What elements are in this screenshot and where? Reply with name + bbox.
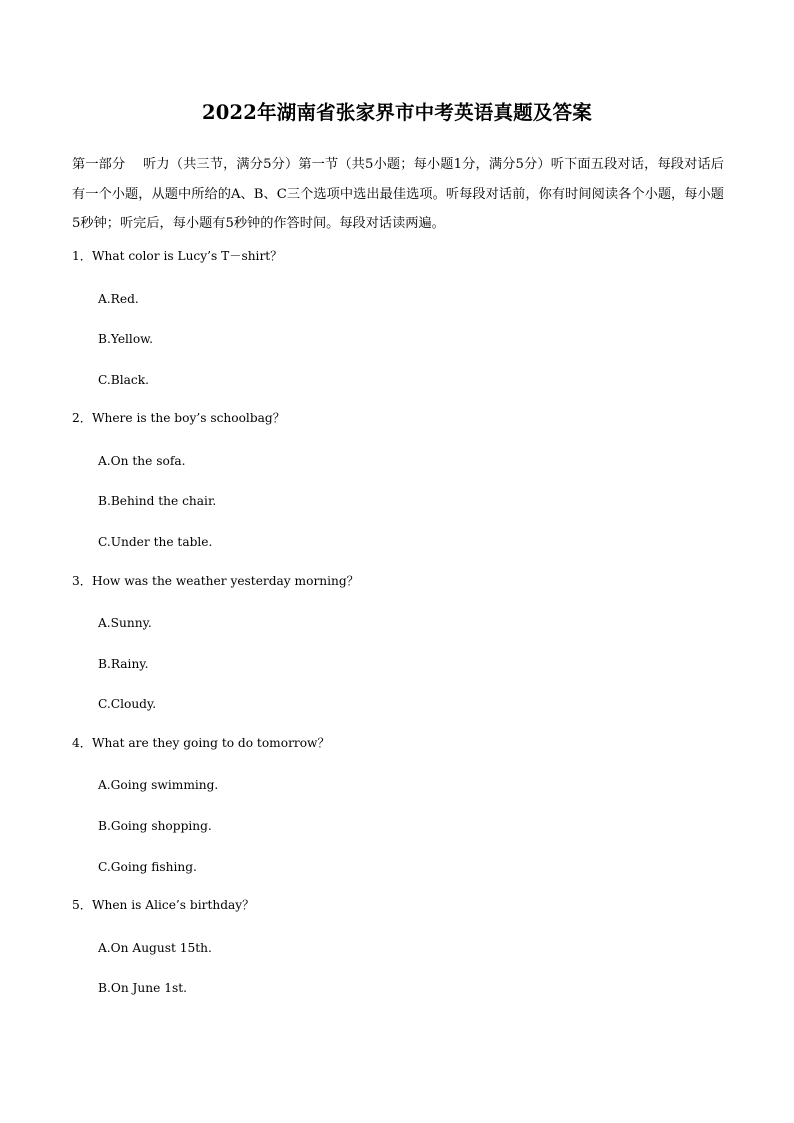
answer-option: A.Red. [98,292,139,306]
answer-option: A.Going swimming. [98,778,219,792]
question-stem: 4．What are they going to do tomorrow？ [72,736,330,750]
question-stem: 5．When is Alice’s birthday？ [72,898,255,912]
answer-option: A.On the sofa. [98,454,186,468]
answer-option: B.Going shopping. [98,819,212,833]
answer-option: A.On August 15th. [98,941,212,955]
page-title: 2022年湖南省张家界市中考英语真题及答案 [202,101,592,124]
answer-option: C.Going fishing. [98,860,197,874]
question-stem: 1．What color is Lucy’s T－shirt？ [72,249,283,263]
answer-option: A.Sunny. [98,616,152,630]
answer-option: C.Black. [98,373,149,387]
answer-option: B.Behind the chair. [98,494,217,508]
answer-option: B.Yellow. [98,332,154,346]
answer-option: B.On June 1st. [98,981,187,995]
answer-option: C.Cloudy. [98,697,157,711]
question-stem: 3．How was the weather yesterday morning？ [72,574,359,588]
section-instructions: 第一部分 听力（共三节，满分5分）第一节（共5小题；每小题1分，满分5分）听下面五段对话，每段对话后有一个小题，从题中所给的A、B、C三个选项中选出最佳选项。听每段对话前，你有时间阅读各个小题，每小题5秒钟；听完后，每小题有5秒钟的作答时间。每段对话读两遍。 [72,157,724,231]
answer-option: B.Rainy. [98,657,149,671]
answer-option: C.Under the table. [98,535,213,549]
question-stem: 2．Where is the boy’s schoolbag？ [72,411,285,425]
